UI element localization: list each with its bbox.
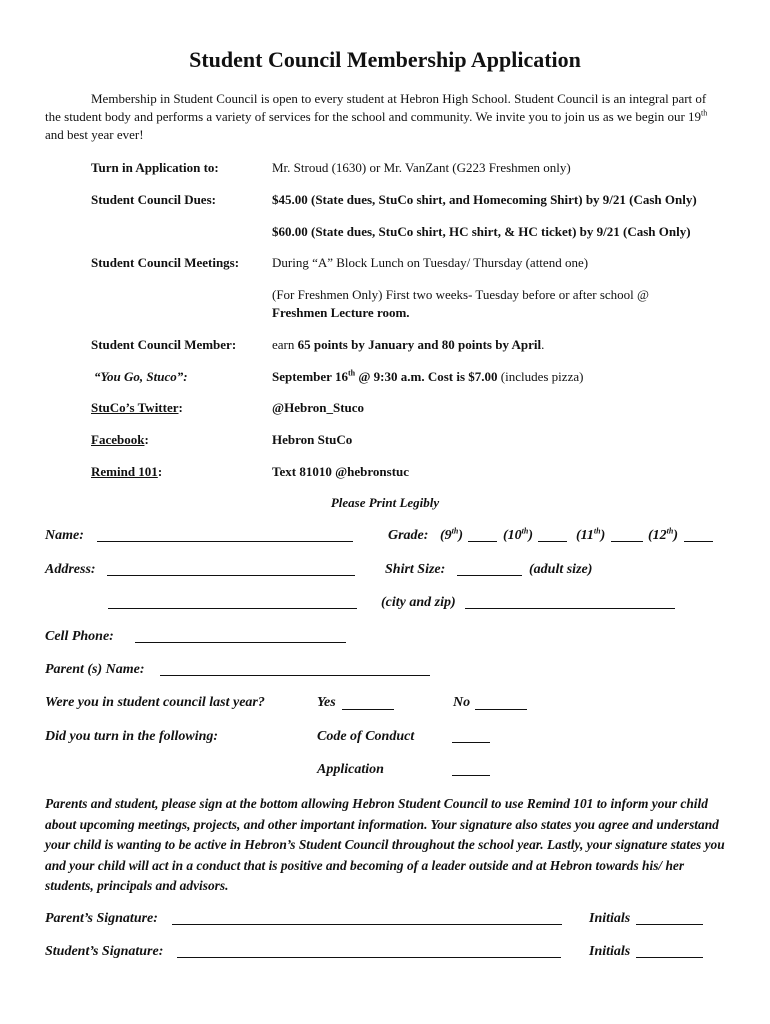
name-label: Name: (45, 528, 84, 543)
turn-in-label: Turn in Application to: (91, 160, 219, 175)
intro-text: Membership in Student Council is open to every student at Hebron High School. Student Council is an integral part of the student body and performs a variety of services for the school and community. We invite you to join us as we begin our 19 (45, 91, 707, 124)
code-of-conduct-label: Code of Conduct (317, 729, 415, 744)
member-label: Student Council Member: (91, 337, 237, 352)
student-signature-label: Student’s Signature: (45, 944, 164, 959)
remind-label-row (91, 463, 162, 481)
member-value (272, 336, 742, 354)
parent-signature-label: Parent’s Signature: (45, 911, 158, 926)
stuco-value-bold: @ 9:30 a.m. Cost is $7.00 (355, 369, 498, 384)
last-year-question: Were you in student council last year? (45, 695, 265, 710)
facebook-colon: : (144, 432, 149, 447)
twitter-label[interactable]: StuCo’s Twitter (91, 400, 179, 415)
address-label: Address: (45, 562, 96, 577)
code-of-conduct-field[interactable] (452, 742, 490, 743)
intro-sup: th (701, 108, 708, 118)
stuco-label: “You Go, Stuco”: (94, 369, 188, 384)
grade-11-field[interactable] (611, 541, 643, 542)
meetings-value-1: During “A” Block Lunch on Tuesday/ Thursday (attend one) (272, 255, 589, 270)
dues-label: Student Council Dues: (91, 192, 216, 207)
intro-text-end: and best year ever! (45, 127, 144, 142)
grade-9-close: ) (458, 528, 464, 543)
city-zip-label: (city and zip) (381, 595, 456, 610)
dues-value-1: $45.00 (State dues, StuCo shirt, and Homecoming Shirt) by 9/21 (Cash Only) (272, 192, 697, 207)
application-label: Application (317, 762, 384, 777)
parent-name-field[interactable] (160, 675, 430, 676)
name-field[interactable] (97, 541, 353, 542)
grade-10-close: ) (528, 528, 534, 543)
grade-12-sup: th (666, 526, 674, 536)
twitter-colon: : (178, 400, 183, 415)
dues-value-2: $60.00 (State dues, StuCo shirt, HC shirt, & HC ticket) by 9/21 (Cash Only) (272, 224, 691, 239)
consent-paragraph: Parents and student, please sign at the bottom allowing Hebron Student Council to use Remind 101 to inform your child about upcoming meetings, projects, and other important information. Your signature also states you agree and understand your child is wanting to be active in Hebron’s Student Council throughout the school year. Lastly, your signature states you and your child will act in a conduct that is positive and becoming of a leader outside and at Hebron towards his/ her students, principals and advisors. (45, 796, 725, 894)
grade-11-sup: th (593, 526, 601, 536)
member-value-pre: earn (272, 337, 298, 352)
shirt-size-label: Shirt Size: (385, 562, 446, 577)
twitter-value: @Hebron_Stuco (272, 400, 365, 415)
city-zip-field[interactable] (465, 608, 675, 609)
student-initials-label: Initials (589, 944, 631, 959)
student-initials-field[interactable] (636, 957, 703, 958)
remind-value: Text 81010 @hebronstuc (272, 464, 410, 479)
yes-field[interactable] (342, 709, 394, 710)
parent-initials-field[interactable] (636, 924, 703, 925)
turned-in-question: Did you turn in the following: (45, 729, 219, 744)
yes-label: Yes (317, 695, 336, 710)
stuco-value-sup: th (347, 368, 356, 378)
grade-12-text: (12 (648, 528, 667, 543)
grade-10-option (503, 527, 533, 545)
turn-in-value: Mr. Stroud (1630) or Mr. VanZant (G223 Freshmen only) (272, 160, 571, 175)
grade-11-option (576, 527, 605, 545)
grade-12-field[interactable] (684, 541, 713, 542)
page-title: Student Council Membership Application (189, 47, 581, 72)
student-signature-field[interactable] (177, 957, 561, 958)
member-value-bold: 65 points by January and 80 points by April (297, 337, 542, 352)
cell-phone-label: Cell Phone: (45, 629, 114, 644)
grade-11-text: (11 (576, 528, 594, 543)
parent-signature-field[interactable] (172, 924, 562, 925)
remind-colon: : (157, 464, 163, 479)
grade-9-option (440, 527, 463, 545)
intro-paragraph (45, 90, 725, 144)
parent-initials-label: Initials (589, 911, 631, 926)
grade-9-text: (9 (440, 528, 452, 543)
stuco-value (272, 368, 742, 386)
cell-phone-field[interactable] (135, 642, 346, 643)
print-legibly-note: Please Print Legibly (330, 495, 440, 510)
meetings-label: Student Council Meetings: (91, 255, 240, 270)
stuco-value-post: (includes pizza) (497, 369, 584, 384)
grade-12-option (648, 527, 678, 545)
remind-label[interactable]: Remind 101 (91, 464, 158, 479)
address-line-2-field[interactable] (108, 608, 357, 609)
meetings-value-2 (272, 286, 742, 322)
grade-11-close: ) (600, 528, 606, 543)
stuco-value-pre: September 16 (272, 369, 348, 384)
grade-10-text: (10 (503, 528, 522, 543)
grade-10-sup: th (521, 526, 529, 536)
shirt-size-field[interactable] (457, 575, 522, 576)
parent-name-label: Parent (s) Name: (45, 662, 145, 677)
shirt-size-note: (adult size) (529, 562, 593, 577)
facebook-label-row (91, 431, 149, 449)
grade-12-close: ) (673, 528, 679, 543)
member-value-post: . (541, 337, 545, 352)
address-field[interactable] (107, 575, 355, 576)
grade-9-sup: th (451, 526, 459, 536)
grade-10-field[interactable] (538, 541, 567, 542)
facebook-value: Hebron StuCo (272, 432, 353, 447)
grade-label: Grade: (388, 528, 429, 543)
twitter-label-row (91, 399, 183, 417)
no-label: No (453, 695, 471, 710)
no-field[interactable] (475, 709, 527, 710)
meetings-value-2b: Freshmen Lecture room. (272, 305, 410, 320)
grade-9-field[interactable] (468, 541, 497, 542)
application-field[interactable] (452, 775, 490, 776)
meetings-value-2a: (For Freshmen Only) First two weeks- Tuesday before or after school @ (272, 287, 649, 302)
facebook-label[interactable]: Facebook (91, 432, 145, 447)
